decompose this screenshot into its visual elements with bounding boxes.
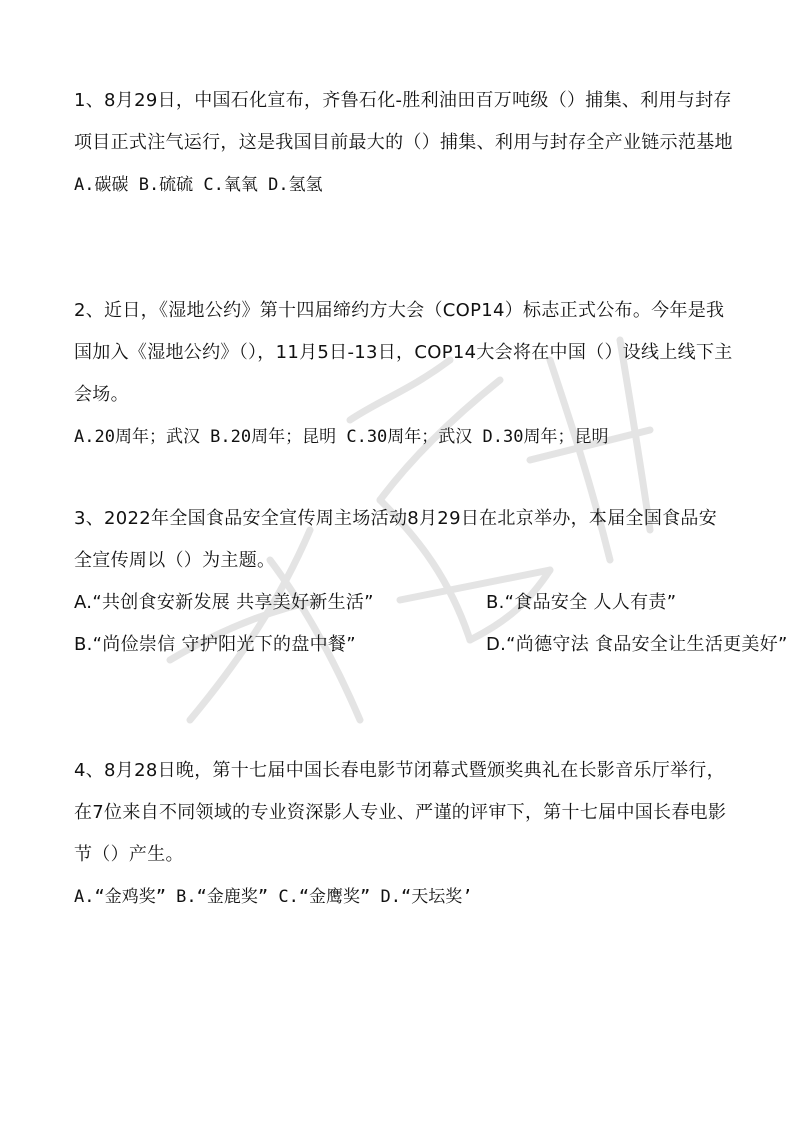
- question-4-stem: 4、8月28日晚，第十七届中国长春电影节闭幕式暨颁奖典礼在长影音乐厅举行，在7位来自不同领域的专业资深影人专业、严谨的评审下，第十七届中国长春电影节（）产生。: [74, 760, 727, 865]
- question-1: [74, 80, 734, 206]
- question-3-options: [74, 582, 788, 666]
- question-4-options: A.“金鸡奖” B.“金鹿奖” C.“金鹰奖” D.“天坛奖’: [74, 887, 473, 907]
- option-b: B.“食品安全 人人有责”: [486, 592, 677, 613]
- question-3-stem: 3、2022年全国食品安全宣传周主场活动8月29日在北京举办，本届全国食品安全宣传周以（）为主题。: [74, 508, 718, 571]
- question-1-options: A.碳碳 B.硫硫 C.氧氧 D.氢氢: [74, 175, 323, 195]
- question-1-stem: 1、8月29日，中国石化宣布，齐鲁石化-胜利油田百万吨级（）捕集、利用与封存项目正式注气运行，这是我国目前最大的（）捕集、利用与封存全产业链示范基地: [74, 90, 733, 153]
- question-3: [74, 498, 788, 666]
- option-c: B.“尚俭崇信 守护阳光下的盘中餐”: [74, 634, 356, 655]
- question-2-options: A.20周年；武汉 B.20周年；昆明 C.30周年；武汉 D.30周年；昆明: [74, 427, 609, 447]
- option-a: A.“共创食安新发展 共享美好新生活”: [74, 592, 374, 613]
- option-d: D.“尚德守法 食品安全让生活更美好”: [486, 634, 788, 655]
- question-2-stem: 2、近日，《湿地公约》第十四届缔约方大会（COP14）标志正式公布。今年是我国加入《湿地公约》（），11月5日-13日，COP14大会将在中国（）设线上线下主会场。: [74, 300, 733, 405]
- question-4: [74, 750, 734, 918]
- question-2: [74, 290, 734, 458]
